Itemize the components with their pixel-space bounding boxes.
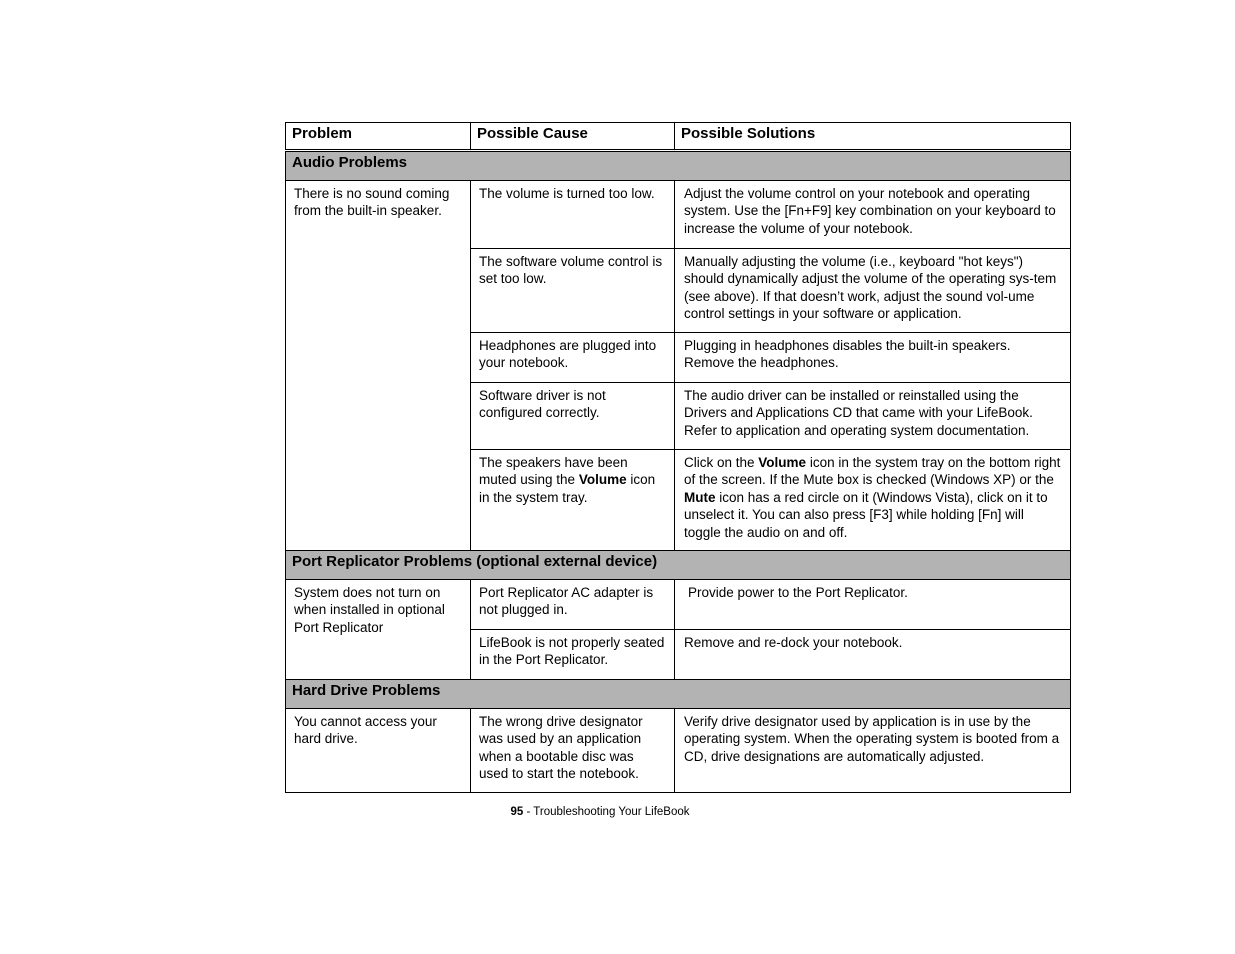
cause-cell: The software volume control is set too low. (471, 249, 675, 333)
cause-cell: Port Replicator AC adapter is not plugged in. (471, 580, 675, 630)
cause-cell: Headphones are plugged into your notebook. (471, 333, 675, 383)
table-row (286, 580, 1071, 630)
section-row-audio (286, 151, 1071, 181)
solution-text: Click on the (684, 455, 759, 470)
header-problem: Problem (286, 123, 471, 151)
solution-cell: Adjust the volume control on your notebook and operating system. Use the [Fn+F9] key combination on your keyboard to increase the volume of your notebook. (675, 181, 1071, 249)
page-footer (0, 806, 1200, 818)
problem-cell: System does not turn on when installed in optional Port Replicator (286, 580, 471, 680)
cause-cell: The wrong drive designator was used by an application when a bootable disc was used to start the notebook. (471, 709, 675, 793)
table-row (286, 709, 1071, 793)
solution-cell: The audio driver can be installed or reinstalled using the Drivers and Applications CD that came with your LifeBook. Refer to application and operating system documentation. (675, 383, 1071, 450)
troubleshooting-table (285, 122, 1071, 793)
volume-label: Volume (758, 455, 807, 470)
mute-label: Mute (684, 489, 716, 505)
solution-cell: Verify drive designator used by application is in use by the operating system. When the operating system is booted from a CD, drive designations are automatically adjusted. (675, 709, 1071, 793)
header-possible-cause: Possible Cause (471, 123, 675, 151)
section-title-hard-drive: Hard Drive Problems (286, 680, 1071, 709)
section-row-hard-drive (286, 680, 1071, 709)
solution-cell: Plugging in headphones disables the built-in speakers. Remove the headphones. (675, 333, 1071, 383)
solution-text: icon has a red circle on it (Windows Vista), click on it to unselect it. You can also press [F3] while holding [Fn] will toggle the audio on and off. (684, 489, 1048, 540)
table-header-row (286, 123, 1071, 151)
cause-cell: Software driver is not configured correctly. (471, 383, 675, 450)
section-title-port-replicator: Port Replicator Problems (optional external device) (286, 551, 1071, 580)
solution-cell: Manually adjusting the volume (i.e., keyboard "hot keys") should dynamically adjust the volume of the operating sys-tem (see above). If that doesn’t work, adjust the sound vol-ume control settings in your software or application. (675, 249, 1071, 333)
page-number: 95 (510, 806, 524, 818)
section-title-audio: Audio Problems (286, 151, 1071, 181)
table-row (286, 181, 1071, 249)
cause-cell: LifeBook is not properly seated in the Port Replicator. (471, 630, 675, 680)
section-row-port-replicator (286, 551, 1071, 580)
solution-cell: Provide power to the Port Replicator. (675, 580, 1071, 630)
problem-cell: There is no sound coming from the built-in speaker. (286, 181, 471, 551)
volume-label: Volume (578, 472, 627, 488)
footer-title: - Troubleshooting Your LifeBook (523, 806, 690, 818)
cause-cell (471, 450, 675, 551)
problem-cell: You cannot access your hard drive. (286, 709, 471, 793)
solution-text: icon in the system tray on the bottom right of the screen. If the Mute box is checked (Windows XP) or the (684, 455, 1061, 488)
cause-text: The speakers have been muted using the (479, 455, 628, 488)
cause-text: icon in the system tray. (479, 472, 656, 505)
solution-cell (675, 450, 1071, 551)
cause-cell: The volume is turned too low. (471, 181, 675, 249)
header-possible-solutions: Possible Solutions (675, 123, 1071, 151)
solution-cell: Remove and re-dock your notebook. (675, 630, 1071, 680)
